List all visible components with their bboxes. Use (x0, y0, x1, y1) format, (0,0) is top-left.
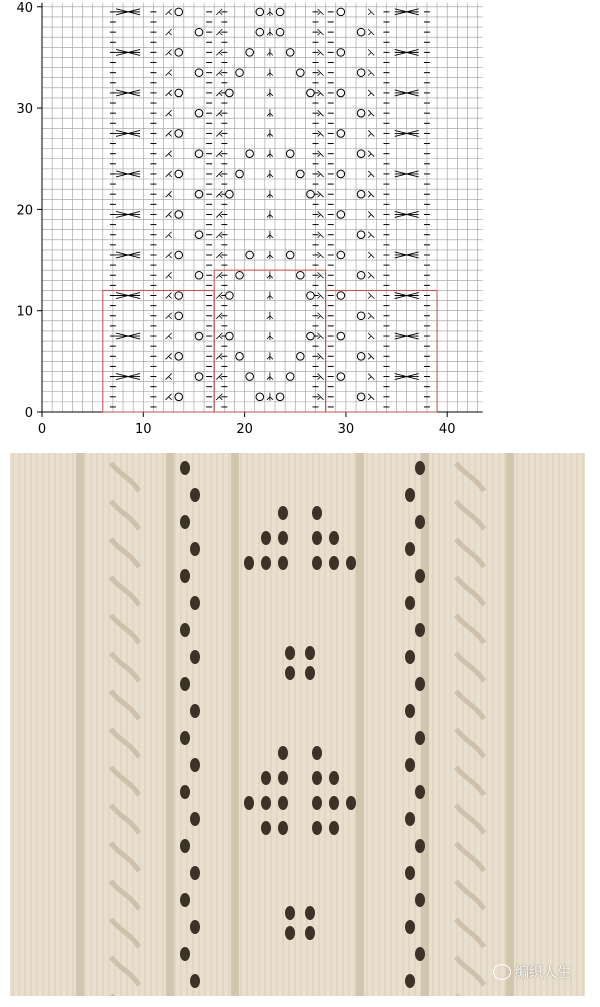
yarn-over-mark (337, 211, 345, 219)
yarn-over-mark (297, 271, 305, 279)
eyelet-hole (278, 771, 288, 785)
decrease-mark (368, 191, 374, 197)
swatch-texture (10, 453, 585, 996)
center-decrease-mark (267, 150, 273, 158)
decrease-mark (368, 272, 374, 278)
eyelet-hole (190, 488, 200, 502)
eyelet-hole (180, 839, 190, 853)
eyelet-hole (305, 646, 315, 660)
rib-channel (421, 453, 429, 996)
eyelet-hole (405, 542, 415, 556)
cable-cross-mark (116, 252, 140, 258)
yarn-over-mark (337, 49, 345, 57)
yarn-over-mark (195, 150, 203, 158)
decrease-mark (368, 252, 374, 258)
eyelet-hole (190, 704, 200, 718)
watermark (493, 962, 571, 982)
decrease-mark (368, 333, 374, 339)
eyelet-hole (405, 758, 415, 772)
yarn-over-mark (175, 352, 183, 360)
y-tick-label: 30 (16, 102, 33, 118)
eyelet-hole (346, 796, 356, 810)
eyelet-hole (180, 947, 190, 961)
cable-cross-mark (116, 333, 140, 339)
eyelet-hole (329, 531, 339, 545)
eyelet-hole (190, 920, 200, 934)
decrease-mark (166, 333, 172, 339)
eyelet-hole (180, 893, 190, 907)
yarn-over-mark (337, 130, 345, 138)
decrease-mark (166, 49, 172, 55)
eyelet-hole (415, 785, 425, 799)
center-decrease-mark (267, 352, 273, 360)
decrease-mark (368, 313, 374, 319)
yarn-over-mark (236, 271, 244, 279)
yarn-over-mark (195, 332, 203, 340)
eyelet-hole (261, 771, 271, 785)
x-tick-label: 30 (337, 422, 355, 437)
eyelet-hole (405, 488, 415, 502)
cable-cross-mark (116, 130, 140, 136)
eyelet-hole (405, 974, 415, 988)
yarn-over-mark (236, 170, 244, 178)
eyelet-hole (415, 623, 425, 637)
eyelet-hole (312, 531, 322, 545)
decrease-mark (368, 151, 374, 157)
yarn-over-mark (286, 49, 294, 57)
decrease-mark (368, 90, 374, 96)
eyelet-hole (405, 866, 415, 880)
decrease-mark (368, 171, 374, 177)
decrease-mark (368, 374, 374, 380)
eyelet-hole (312, 771, 322, 785)
rib-channel (76, 453, 84, 996)
decrease-mark (166, 90, 172, 96)
eyelet-hole (346, 556, 356, 570)
decrease-mark (368, 293, 374, 299)
cable-cross-mark (116, 211, 140, 217)
eyelet-hole (180, 731, 190, 745)
yarn-over-mark (175, 8, 183, 16)
decrease-mark (368, 49, 374, 55)
y-tick-label: 10 (16, 304, 33, 320)
eyelet-hole (285, 926, 295, 940)
center-decrease-mark (267, 332, 273, 340)
eyelet-hole (261, 821, 271, 835)
center-decrease-mark (267, 89, 273, 97)
yarn-over-mark (195, 231, 203, 239)
cable-cross-mark (116, 9, 140, 15)
eyelet-hole (261, 556, 271, 570)
eyelet-hole (278, 821, 288, 835)
decrease-mark (166, 272, 172, 278)
knitting-chart (0, 0, 600, 445)
center-decrease-mark (267, 292, 273, 300)
yarn-over-mark (357, 393, 365, 401)
yarn-over-mark (246, 251, 254, 259)
eyelet-hole (285, 906, 295, 920)
eyelet-hole (180, 515, 190, 529)
eyelet-hole (190, 758, 200, 772)
decrease-mark (368, 232, 374, 238)
yarn-over-mark (175, 312, 183, 320)
center-decrease-mark (267, 210, 273, 218)
eyelet-hole (180, 785, 190, 799)
yarn-over-mark (175, 251, 183, 259)
center-decrease-mark (267, 312, 273, 320)
rib-channel (166, 453, 174, 996)
eyelet-hole (405, 650, 415, 664)
eyelet-hole (180, 677, 190, 691)
yarn-over-mark (357, 69, 365, 77)
decrease-mark (166, 374, 172, 380)
yarn-over-mark (236, 352, 244, 360)
eyelet-hole (312, 796, 322, 810)
y-tick-label: 20 (16, 203, 33, 219)
yarn-over-mark (195, 69, 203, 77)
cable-cross-mark (116, 49, 140, 55)
yarn-over-mark (276, 393, 284, 401)
decrease-mark (166, 232, 172, 238)
yarn-over-mark (307, 332, 315, 340)
eyelet-hole (415, 947, 425, 961)
decrease-mark (368, 211, 374, 217)
eyelet-hole (180, 569, 190, 583)
yarn-over-mark (195, 28, 203, 36)
eyelet-hole (278, 506, 288, 520)
center-decrease-mark (267, 393, 273, 401)
yarn-over-mark (276, 8, 284, 16)
cable-cross-mark (116, 171, 140, 177)
eyelet-hole (405, 812, 415, 826)
yarn-over-mark (256, 393, 264, 401)
yarn-over-mark (195, 190, 203, 198)
eyelet-hole (312, 556, 322, 570)
yarn-over-mark (307, 89, 315, 97)
eyelet-hole (180, 623, 190, 637)
decrease-mark (368, 70, 374, 76)
eyelet-hole (190, 596, 200, 610)
decrease-mark (368, 110, 374, 116)
decrease-mark (166, 252, 172, 258)
yarn-over-mark (175, 211, 183, 219)
eyelet-hole (415, 677, 425, 691)
eyelet-hole (305, 926, 315, 940)
cable-cross-mark (116, 293, 140, 299)
watermark-text: 编织人生 (515, 965, 571, 981)
eyelet-hole (312, 506, 322, 520)
eyelet-hole (244, 796, 254, 810)
decrease-mark (368, 130, 374, 136)
yarn-over-mark (297, 69, 305, 77)
yarn-over-mark (307, 292, 315, 300)
yarn-over-mark (246, 150, 254, 158)
yarn-over-mark (195, 109, 203, 117)
yarn-over-mark (357, 271, 365, 279)
eyelet-hole (415, 731, 425, 745)
yarn-over-mark (175, 89, 183, 97)
center-decrease-mark (267, 271, 273, 279)
eyelet-hole (261, 796, 271, 810)
decrease-mark (166, 313, 172, 319)
yarn-over-mark (226, 292, 234, 300)
yarn-over-mark (175, 393, 183, 401)
yarn-over-mark (337, 170, 345, 178)
yarn-over-mark (256, 28, 264, 36)
yarn-over-mark (195, 271, 203, 279)
eyelet-hole (305, 906, 315, 920)
decrease-mark (368, 29, 374, 35)
y-tick-label: 0 (24, 406, 33, 421)
eyelet-hole (244, 556, 254, 570)
eyelet-hole (261, 531, 271, 545)
yarn-over-mark (337, 8, 345, 16)
yarn-over-mark (337, 332, 345, 340)
center-decrease-mark (267, 170, 273, 178)
yarn-over-mark (246, 49, 254, 57)
eyelet-hole (415, 569, 425, 583)
yarn-over-mark (175, 49, 183, 57)
x-tick-label: 0 (37, 422, 47, 437)
yarn-over-mark (276, 28, 284, 36)
eyelet-hole (278, 746, 288, 760)
yarn-over-mark (357, 150, 365, 158)
center-decrease-mark (267, 129, 273, 137)
rib-channel (506, 453, 514, 996)
decrease-mark (166, 29, 172, 35)
x-tick-label: 20 (236, 422, 253, 437)
wechat-icon (493, 964, 511, 980)
yarn-over-mark (337, 373, 345, 381)
decrease-mark (166, 130, 172, 136)
decrease-mark (368, 9, 374, 15)
yarn-over-mark (286, 251, 294, 259)
eyelet-hole (329, 821, 339, 835)
cable-cross-mark (116, 90, 140, 96)
yarn-over-mark (256, 8, 264, 16)
decrease-mark (166, 394, 172, 400)
yarn-over-mark (226, 332, 234, 340)
eyelet-hole (405, 920, 415, 934)
eyelet-hole (278, 796, 288, 810)
yarn-over-mark (357, 352, 365, 360)
decrease-mark (166, 293, 172, 299)
eyelet-hole (190, 866, 200, 880)
eyelet-hole (305, 666, 315, 680)
center-decrease-mark (267, 69, 273, 77)
x-tick-label: 10 (135, 422, 152, 437)
yarn-over-mark (337, 292, 345, 300)
decrease-mark (166, 171, 172, 177)
eyelet-hole (285, 646, 295, 660)
decrease-mark (166, 151, 172, 157)
eyelet-hole (312, 821, 322, 835)
rib-channel (231, 453, 239, 996)
center-decrease-mark (267, 8, 273, 16)
yarn-over-mark (175, 130, 183, 138)
yarn-over-mark (175, 170, 183, 178)
decrease-mark (166, 211, 172, 217)
eyelet-hole (278, 556, 288, 570)
y-tick-label: 40 (16, 0, 33, 16)
eyelet-hole (312, 746, 322, 760)
yarn-over-mark (246, 373, 254, 381)
eyelet-hole (190, 812, 200, 826)
yarn-over-mark (337, 251, 345, 259)
decrease-mark (166, 191, 172, 197)
x-tick-label: 40 (438, 422, 456, 437)
eyelet-hole (329, 796, 339, 810)
eyelet-hole (415, 893, 425, 907)
yarn-over-mark (226, 89, 234, 97)
yarn-over-mark (175, 292, 183, 300)
decrease-mark (166, 110, 172, 116)
yarn-over-mark (357, 109, 365, 117)
eyelet-hole (190, 542, 200, 556)
eyelet-hole (278, 531, 288, 545)
chart-svg (0, 0, 600, 445)
yarn-over-mark (357, 231, 365, 239)
decrease-mark (166, 9, 172, 15)
decrease-mark (166, 70, 172, 76)
center-decrease-mark (267, 28, 273, 36)
yarn-over-mark (357, 190, 365, 198)
eyelet-hole (405, 704, 415, 718)
yarn-over-mark (286, 373, 294, 381)
center-decrease-mark (267, 109, 273, 117)
eyelet-hole (190, 650, 200, 664)
yarn-over-mark (297, 352, 305, 360)
yarn-over-mark (307, 190, 315, 198)
yarn-over-mark (337, 89, 345, 97)
yarn-over-mark (357, 312, 365, 320)
yarn-over-mark (195, 373, 203, 381)
yarn-over-mark (297, 170, 305, 178)
decrease-mark (368, 394, 374, 400)
eyelet-hole (415, 515, 425, 529)
center-decrease-mark (267, 251, 273, 259)
eyelet-hole (190, 974, 200, 988)
yarn-over-mark (236, 69, 244, 77)
decrease-mark (166, 353, 172, 359)
center-decrease-mark (267, 373, 273, 381)
knitted-swatch-photo (10, 453, 585, 996)
yarn-over-mark (286, 150, 294, 158)
eyelet-hole (405, 596, 415, 610)
cable-cross-mark (116, 374, 140, 380)
eyelet-hole (415, 839, 425, 853)
center-decrease-mark (267, 231, 273, 239)
yarn-over-mark (357, 28, 365, 36)
center-decrease-mark (267, 190, 273, 198)
eyelet-hole (415, 461, 425, 475)
eyelet-hole (329, 556, 339, 570)
rib-channel (356, 453, 364, 996)
eyelet-hole (180, 461, 190, 475)
eyelet-hole (329, 771, 339, 785)
eyelet-hole (285, 666, 295, 680)
yarn-over-mark (226, 190, 234, 198)
decrease-mark (368, 353, 374, 359)
center-decrease-mark (267, 48, 273, 56)
